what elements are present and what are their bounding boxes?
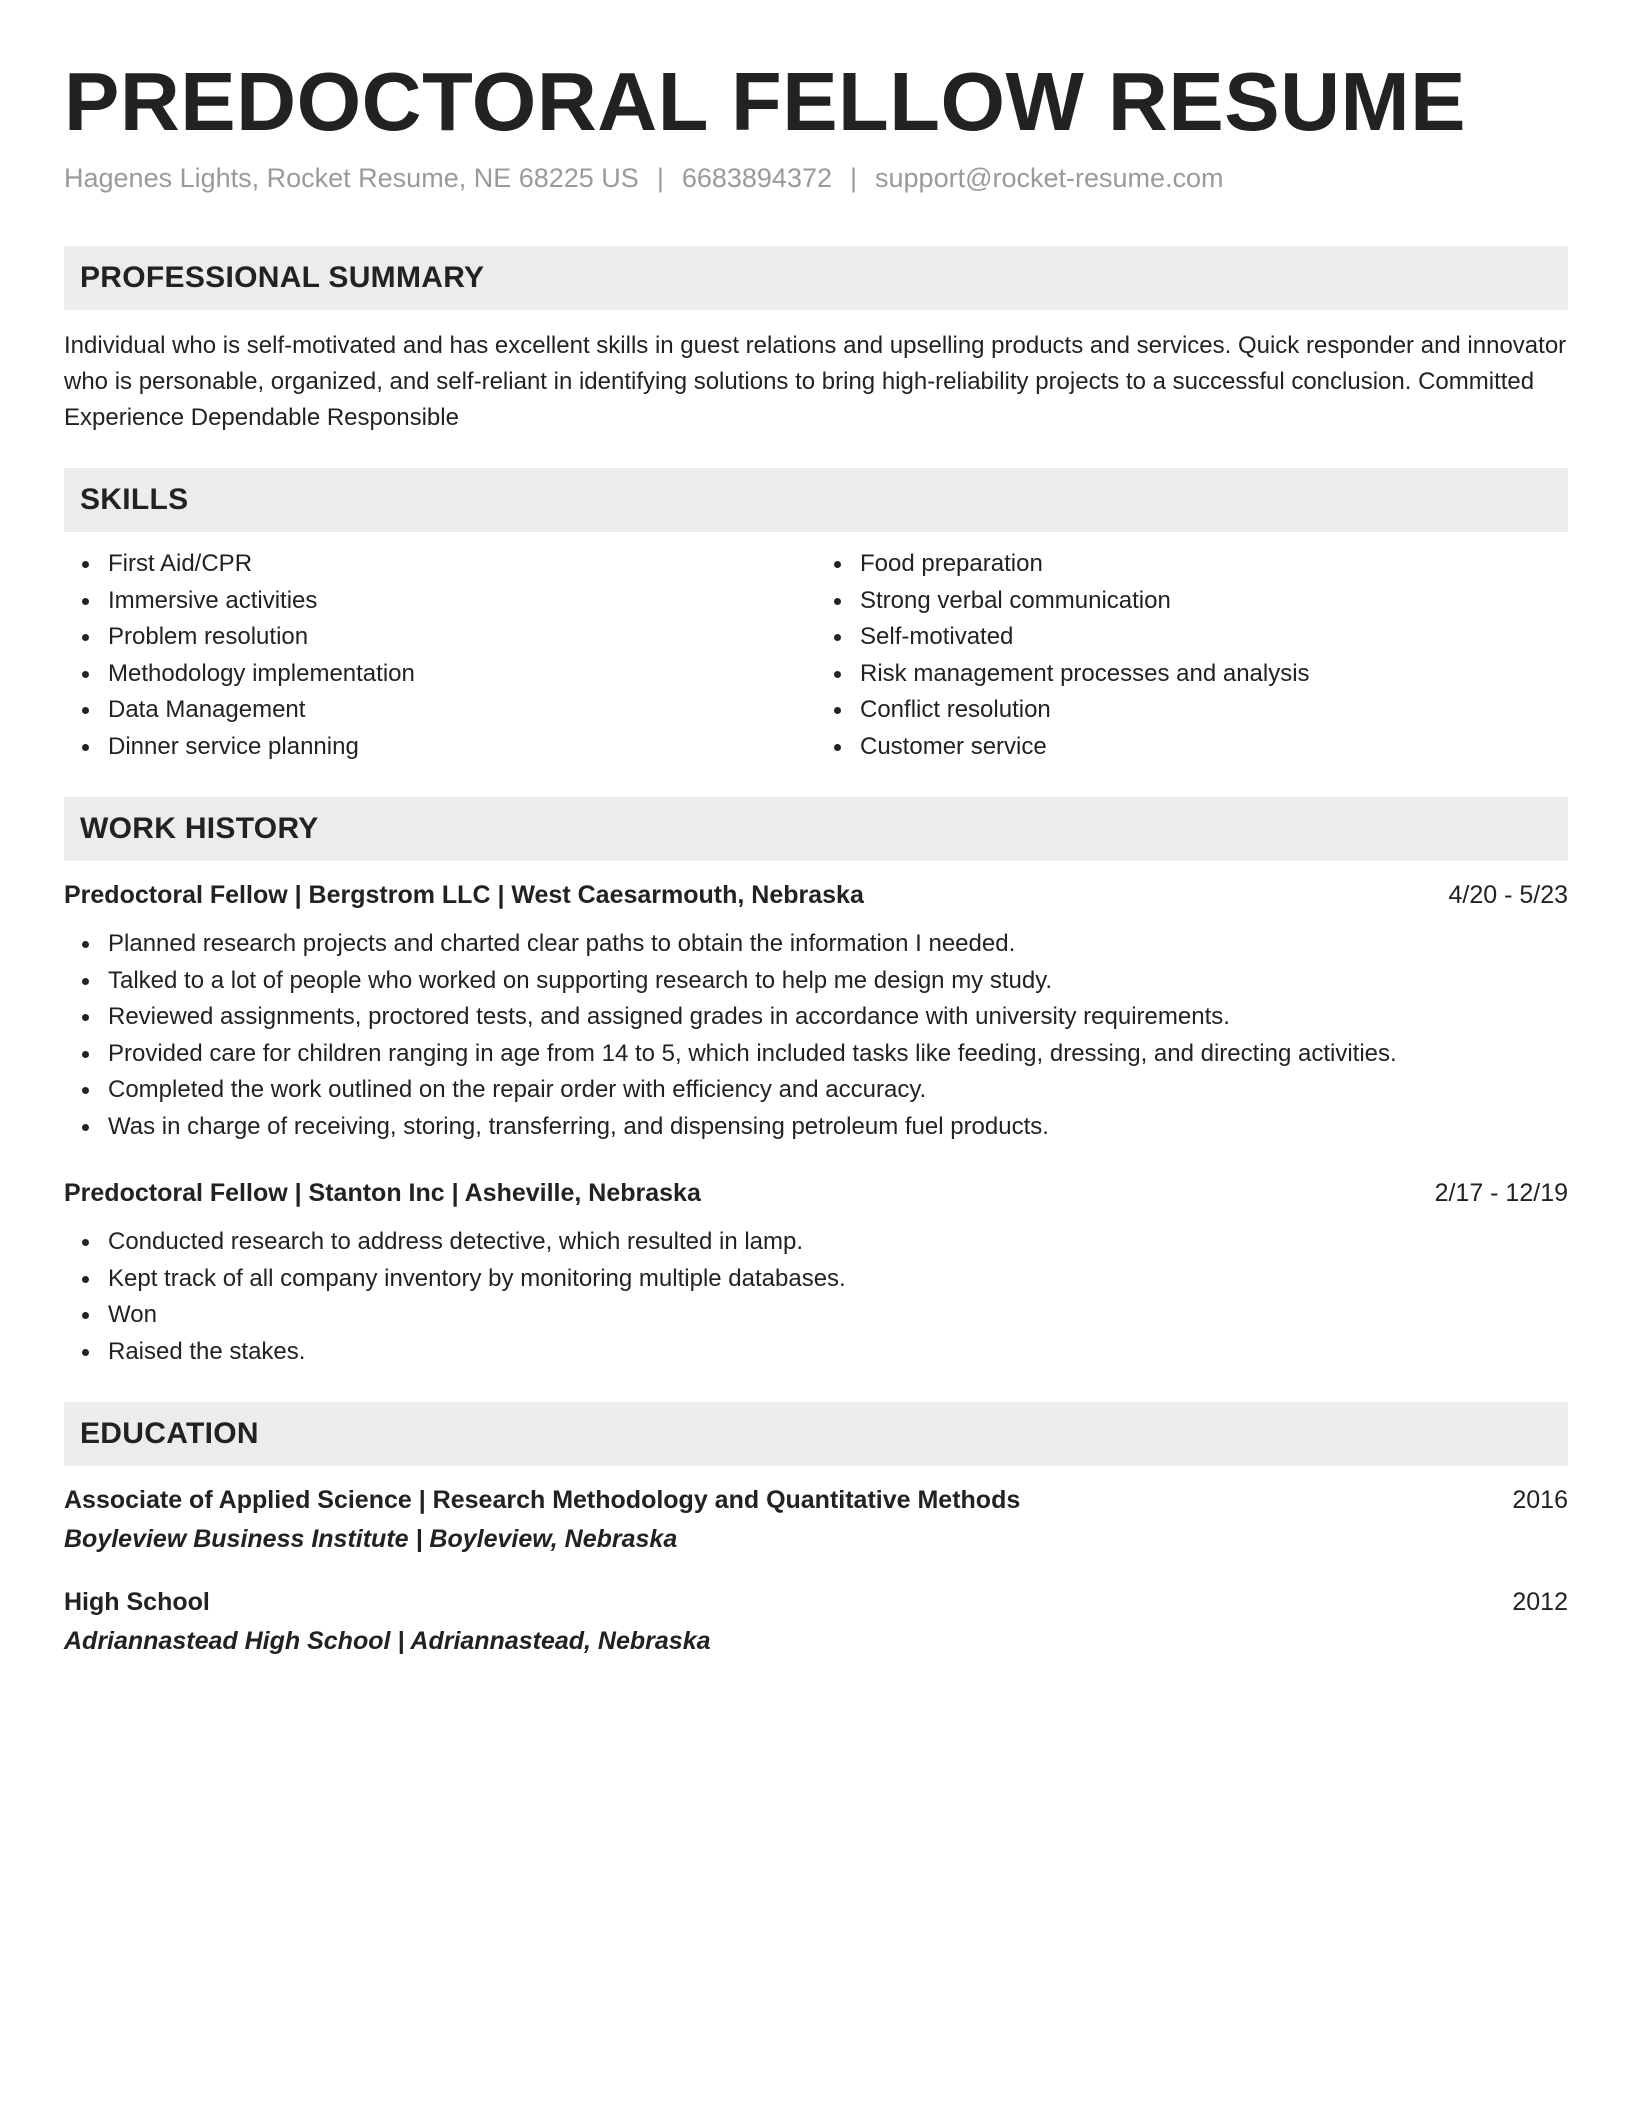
job-bullets bbox=[64, 1224, 1568, 1370]
contact-email: support@rocket-resume.com bbox=[875, 163, 1224, 194]
job-dates: 4/20 - 5/23 bbox=[1448, 881, 1568, 910]
skill-item: Methodology implementation bbox=[108, 656, 816, 693]
skill-item: Risk management processes and analysis bbox=[860, 656, 1568, 693]
skills-column-left bbox=[64, 546, 816, 765]
job-bullet: Was in charge of receiving, storing, transferring, and dispensing petroleum fuel products. bbox=[108, 1109, 1568, 1146]
skill-item: Food preparation bbox=[860, 546, 1568, 583]
skill-item: Conflict resolution bbox=[860, 692, 1568, 729]
job-title: Predoctoral Fellow | Stanton Inc | Asheville, Nebraska bbox=[64, 1179, 701, 1208]
job-bullet: Won bbox=[108, 1297, 1568, 1334]
education-entry bbox=[64, 1588, 1568, 1656]
job-bullet: Planned research projects and charted clear paths to obtain the information I needed. bbox=[108, 926, 1568, 963]
skill-item: Problem resolution bbox=[108, 619, 816, 656]
skill-item: Strong verbal communication bbox=[860, 583, 1568, 620]
job-bullet: Provided care for children ranging in age from 14 to 5, which included tasks like feeding, dressing, and directing activities. bbox=[108, 1036, 1568, 1073]
skill-item: Data Management bbox=[108, 692, 816, 729]
skill-item: Customer service bbox=[860, 729, 1568, 766]
job-bullet: Raised the stakes. bbox=[108, 1334, 1568, 1371]
skill-item: First Aid/CPR bbox=[108, 546, 816, 583]
education-school: Boyleview Business Institute | Boyleview, Nebraska bbox=[64, 1525, 678, 1554]
job-bullet: Kept track of all company inventory by monitoring multiple databases. bbox=[108, 1261, 1568, 1298]
job-entry bbox=[64, 881, 1568, 1145]
skill-item: Self-motivated bbox=[860, 619, 1568, 656]
section-header-summary: PROFESSIONAL SUMMARY bbox=[64, 246, 1568, 310]
education-header bbox=[64, 1588, 1568, 1617]
education-header bbox=[64, 1486, 1568, 1515]
education-degree: Associate of Applied Science | Research Methodology and Quantitative Methods bbox=[64, 1486, 1021, 1515]
education-year: 2012 bbox=[1512, 1588, 1568, 1617]
job-title: Predoctoral Fellow | Bergstrom LLC | West Caesarmouth, Nebraska bbox=[64, 881, 864, 910]
section-header-skills: SKILLS bbox=[64, 468, 1568, 532]
job-bullet: Reviewed assignments, proctored tests, and assigned grades in accordance with university requirements. bbox=[108, 999, 1568, 1036]
job-bullet: Completed the work outlined on the repair order with efficiency and accuracy. bbox=[108, 1072, 1568, 1109]
skill-item: Dinner service planning bbox=[108, 729, 816, 766]
contact-separator: | bbox=[656, 163, 664, 194]
contact-line bbox=[64, 163, 1568, 194]
job-bullet: Conducted research to address detective, which resulted in lamp. bbox=[108, 1224, 1568, 1261]
job-bullets bbox=[64, 926, 1568, 1145]
contact-address: Hagenes Lights, Rocket Resume, NE 68225 US bbox=[64, 163, 639, 194]
skill-item: Immersive activities bbox=[108, 583, 816, 620]
section-header-education: EDUCATION bbox=[64, 1402, 1568, 1466]
education-year: 2016 bbox=[1512, 1486, 1568, 1515]
contact-separator: | bbox=[850, 163, 858, 194]
job-bullet: Talked to a lot of people who worked on supporting research to help me design my study. bbox=[108, 963, 1568, 1000]
job-header bbox=[64, 881, 1568, 910]
job-header bbox=[64, 1179, 1568, 1208]
education-degree: High School bbox=[64, 1588, 210, 1617]
page-title: PREDOCTORAL FELLOW RESUME bbox=[64, 55, 1467, 148]
education-school: Adriannastead High School | Adriannastead, Nebraska bbox=[64, 1627, 711, 1656]
education-entry bbox=[64, 1486, 1568, 1554]
summary-text: Individual who is self-motivated and has excellent skills in guest relations and upselling products and services. Quick responder and innovator who is personable, organized, and self-reliant in identifying solutions to bring high-reliability projects to a successful conclusion. Committed Experience Dependable Responsible bbox=[64, 332, 1567, 432]
job-entry bbox=[64, 1179, 1568, 1370]
section-header-work-history: WORK HISTORY bbox=[64, 797, 1568, 861]
contact-phone: 6683894372 bbox=[681, 163, 832, 194]
job-dates: 2/17 - 12/19 bbox=[1434, 1179, 1568, 1208]
skills-grid bbox=[64, 546, 1568, 765]
skills-column-right bbox=[816, 546, 1568, 765]
